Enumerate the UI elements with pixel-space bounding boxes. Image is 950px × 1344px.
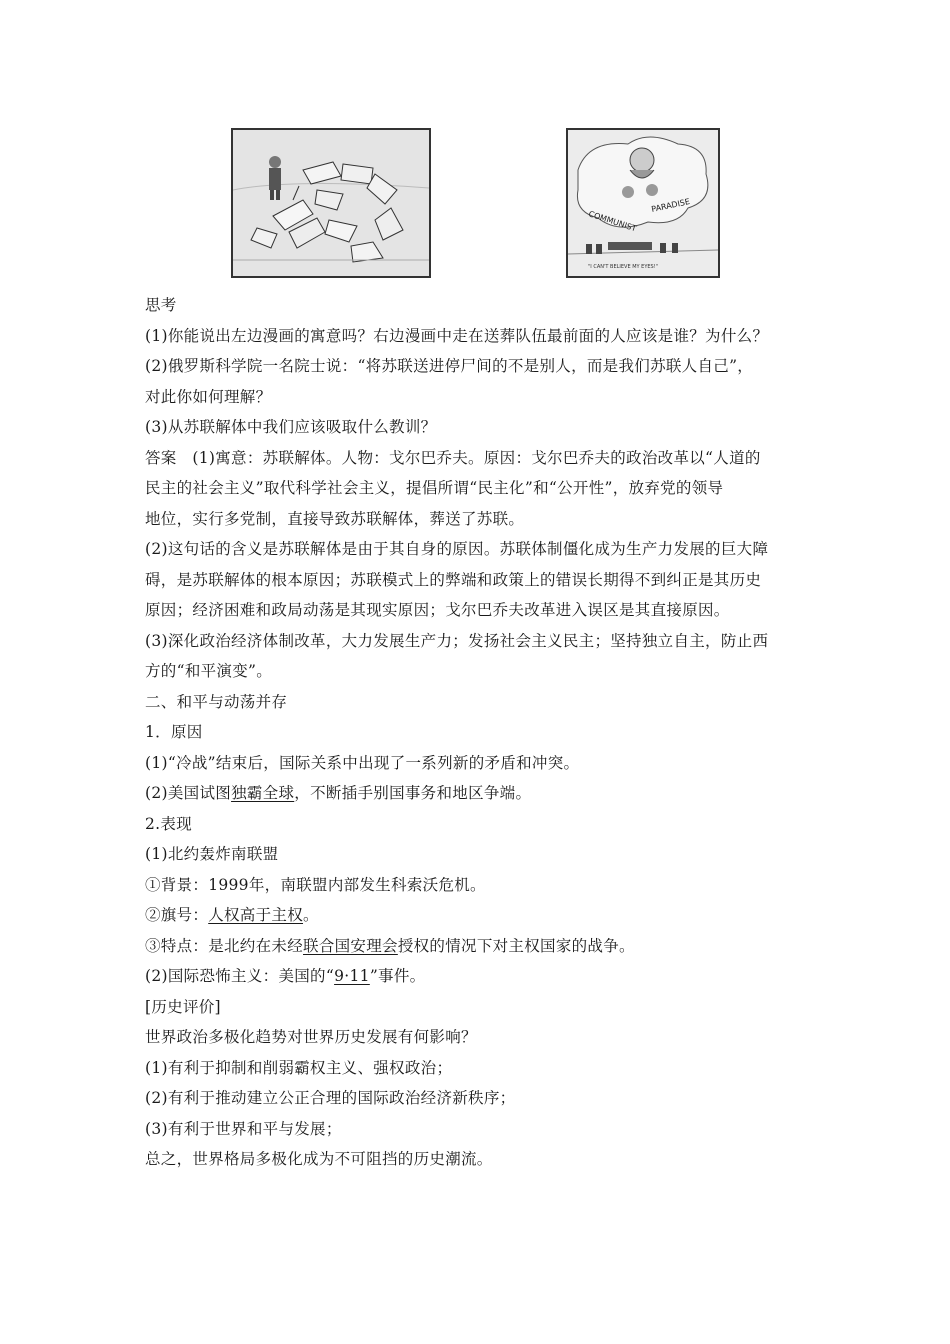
text-line	[145, 290, 815, 321]
text-run: (1)有利于抑制和削弱霸权主义、强权政治；	[145, 1058, 453, 1077]
text-line	[145, 900, 815, 931]
text-run: 地位，实行多党制，直接导致苏联解体，葬送了苏联。	[145, 509, 525, 528]
text-run: (3)有利于世界和平与发展；	[145, 1119, 342, 1138]
cartoon-funeral-procession	[566, 128, 720, 278]
text-run: 对此你如何理解？	[145, 387, 272, 406]
text-line	[145, 504, 815, 535]
text-run: 方的“和平演变”。	[145, 662, 273, 680]
text-run: 原因；经济困难和政局动荡是其现实原因；戈尔巴乔夫改革进入误区是其直接原因。	[145, 601, 730, 619]
cartoon-broken-hammer-sickle	[231, 128, 431, 278]
text-run: 思考	[145, 296, 177, 314]
text-run: (2)俄罗斯科学院一名院士说：“将苏联送进停尸间的不是别人，而是我们苏联人自己”，	[145, 357, 754, 375]
text-run: ，不断插手别国事务和地区争端。	[294, 784, 532, 802]
underlined-answer: 人权高于主权	[208, 906, 304, 924]
text-line	[145, 321, 815, 352]
text-line	[145, 412, 815, 443]
text-run: ”事件。	[369, 967, 426, 985]
text-line	[145, 626, 815, 657]
text-run: 二、和平与动荡并存	[145, 692, 288, 711]
underlined-answer: 联合国安理会	[303, 936, 398, 955]
text-run: 答案 (1)寓意：苏联解体。人物：戈尔巴乔夫。原因：戈尔巴乔夫的政治改革以“人道的	[145, 448, 761, 467]
text-line	[145, 931, 815, 962]
text-line	[145, 839, 815, 870]
text-line	[145, 534, 815, 565]
text-run: (3)从苏联解体中我们应该吸取什么教训？	[145, 418, 437, 436]
text-line	[145, 595, 815, 626]
text-run: (1)你能说出左边漫画的寓意吗？右边漫画中走在送葬队伍最前面的人应该是谁？为什么？	[145, 326, 769, 345]
text-run: (2)有利于推动建立公正合理的国际政治经济新秩序；	[145, 1089, 516, 1107]
underlined-answer: 独霸全球	[231, 784, 295, 802]
text-run: (1)“冷战”结束后，国际关系中出现了一系列新的矛盾和冲突。	[145, 753, 580, 772]
text-run: ③特点：是北约在未经	[145, 936, 304, 955]
text-run: 碍，是苏联解体的根本原因；苏联模式上的弊端和政策上的错误长期得不到纠正是其历史	[145, 570, 762, 589]
text-line	[145, 1053, 815, 1084]
text-line	[145, 1114, 815, 1145]
text-run: (2)美国试图	[145, 784, 232, 802]
text-line	[145, 809, 815, 840]
text-run: 1．原因	[145, 723, 203, 741]
cartoon-left-drawing	[233, 130, 429, 276]
cartoon-bottom-caption: "I CAN'T BELIEVE MY EYES!"	[588, 264, 659, 270]
cloud-text-2: PARADISE	[650, 197, 691, 214]
text-run: 民主的社会主义”取代科学社会主义，提倡所谓“民主化”和“公开性”，放弃党的领导	[145, 479, 724, 497]
text-line	[145, 961, 815, 992]
text-line	[145, 443, 815, 474]
text-run: 。	[303, 906, 319, 924]
text-line	[145, 992, 815, 1023]
text-line	[145, 382, 815, 413]
text-run: (2)这句话的含义是苏联解体是由于其自身的原因。苏联体制僵化成为生产力发展的巨大障	[145, 540, 769, 558]
text-line	[145, 656, 815, 687]
text-line	[145, 1083, 815, 1114]
text-line	[145, 748, 815, 779]
text-run: (2)国际恐怖主义：美国的“	[145, 967, 335, 985]
text-line	[145, 1144, 815, 1175]
text-line	[145, 565, 815, 596]
text-run: [历史评价]	[145, 997, 221, 1016]
cloud-text-1: COMMUNIST	[587, 209, 638, 234]
text-run: 总之，世界格局多极化成为不可阻挡的历史潮流。	[145, 1150, 493, 1168]
text-run: ①背景：1999年，南联盟内部发生科索沃危机。	[145, 875, 486, 894]
text-line	[145, 687, 815, 718]
text-line	[145, 778, 815, 809]
text-line	[145, 1022, 815, 1053]
text-run: 2.表现	[145, 814, 192, 833]
cartoon-right-drawing	[568, 130, 718, 276]
text-run: ②旗号：	[145, 906, 209, 924]
text-line	[145, 870, 815, 901]
text-line	[145, 473, 815, 504]
text-line	[145, 351, 815, 382]
text-body	[145, 290, 815, 1175]
text-run: (1)北约轰炸南联盟	[145, 845, 279, 863]
text-run: 授权的情况下对主权国家的战争。	[397, 936, 635, 955]
text-line	[145, 717, 815, 748]
text-run: 世界政治多极化趋势对世界历史发展有何影响？	[145, 1028, 477, 1046]
text-run: (3)深化政治经济体制改革，大力发展生产力；发扬社会主义民主；坚持独立自主，防止西	[145, 631, 769, 650]
underlined-answer: 9·11	[334, 967, 370, 985]
